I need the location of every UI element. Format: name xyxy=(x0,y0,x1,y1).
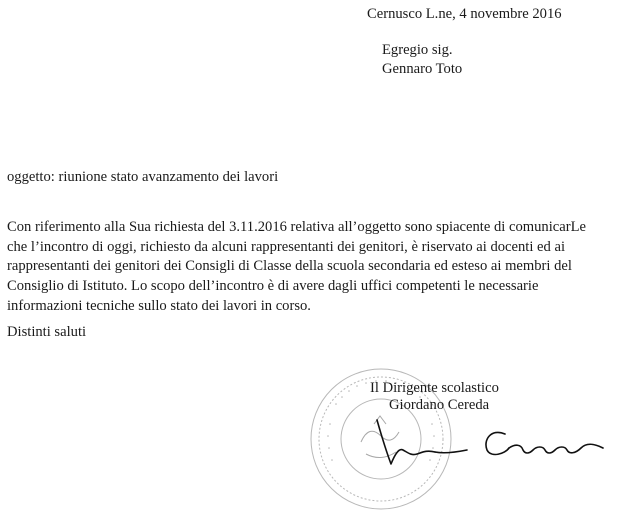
recipient-name: Gennaro Toto xyxy=(382,61,463,77)
recipient-salutation: Egregio sig. xyxy=(382,42,453,58)
body-paragraph xyxy=(7,218,625,317)
body-line: che l’incontro di oggi, richiesto da alcuni rappresentanti dei genitori, è riservato ai docenti ed ai xyxy=(7,238,566,255)
signatory-name: Giordano Cereda xyxy=(389,397,490,413)
place-date: Cernusco L.ne, 4 novembre 2016 xyxy=(367,6,562,22)
signatory-role: Il Dirigente scolastico xyxy=(370,380,499,396)
body-line: Consiglio di Istituto. Lo scopo dell’incontro è di avere dagli uffici competenti le necessarie xyxy=(7,278,539,295)
handwritten-signature xyxy=(355,414,615,474)
body-line: rappresentanti dei genitori dei Consigli di Classe della scuola secondaria ed esteso ai membri del xyxy=(7,258,572,275)
body-line: informazioni tecniche sullo stato dei lavori in corso. xyxy=(7,297,311,314)
body-line: Con riferimento alla Sua richiesta del 3.11.2016 relativa all’oggetto sono spiacente di comunicarLe xyxy=(7,219,586,235)
subject-line: oggetto: riunione stato avanzamento dei lavori xyxy=(7,169,279,185)
closing-greeting: Distinti saluti xyxy=(7,324,87,340)
